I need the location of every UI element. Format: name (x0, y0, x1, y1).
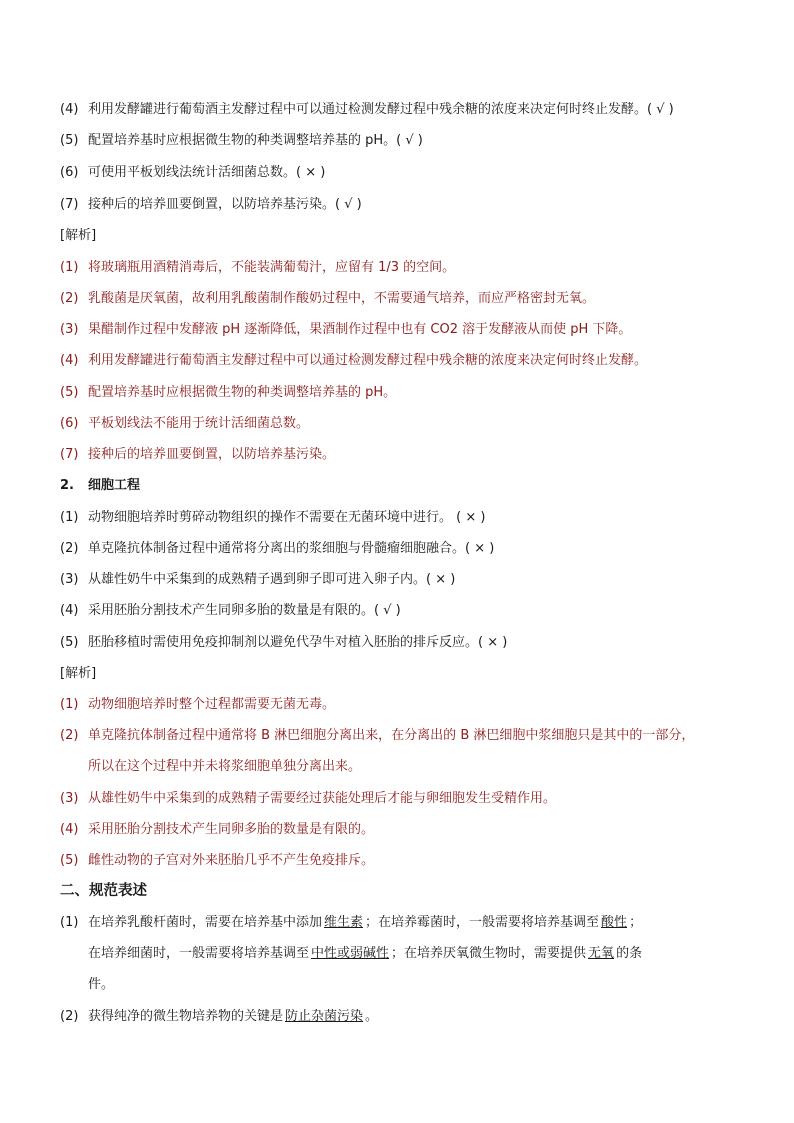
answer-blank: 维生素 (324, 915, 364, 930)
analysis-item: (4) 利用发酵罐进行葡萄酒主发酵过程中可以通过检测发酵过程中残余糖的浓度来决定何时终止发酵。 (60, 353, 648, 368)
analysis-item-continuation: 所以在这个过程中并未将浆细胞单独分离出来。 (88, 759, 362, 774)
analysis-label: [解析] (60, 666, 97, 681)
question-item: (4) 利用发酵罐进行葡萄酒主发酵过程中可以通过检测发酵过程中残余糖的浓度来决定何时终止发酵。( √ ) (60, 102, 674, 117)
analysis-label: [解析] (60, 228, 97, 243)
analysis-item: (7) 接种后的培养皿要倒置，以防培养基污染。 (60, 447, 336, 462)
analysis-item: (5) 雌性动物的子宫对外来胚胎几乎不产生免疫排斥。 (60, 853, 375, 868)
fill-question: (2) 获得纯净的微生物培养物的关键是 防止杂菌污染 。 (60, 1009, 379, 1024)
answer-blank: 中性或弱碱性 (311, 946, 390, 961)
analysis-item: (4) 采用胚胎分割技术产生同卵多胎的数量是有限的。 (60, 822, 375, 837)
answer-blank: 防止杂菌污染 (285, 1009, 364, 1024)
fill-question-continuation: 在培养细菌时，一般需要将培养基调至 中性或弱碱性 ；在培养厌氧微生物时，需要提供 无氧 的条 (88, 946, 643, 961)
section-title: 二、规范表述 (60, 883, 147, 899)
fill-question-continuation: 件。 (88, 977, 115, 992)
question-item: (2) 单克隆抗体制备过程中通常将分离出的浆细胞与骨髓瘤细胞融合。( × ) (60, 541, 495, 556)
fill-question: (1) 在培养乳酸杆菌时，需要在培养基中添加 维生素 ；在培养霉菌时，一般需要将培养基调至 酸性 ； (60, 915, 643, 930)
question-item: (1) 动物细胞培养时剪碎动物组织的操作不需要在无菌环境中进行。 ( × ) (60, 510, 486, 525)
question-item: (7) 接种后的培养皿要倒置，以防培养基污染。( √ ) (60, 197, 362, 212)
question-item: (6) 可使用平板划线法统计活细菌总数。( × ) (60, 165, 326, 180)
answer-blank: 酸性 (601, 915, 628, 930)
question-item: (5) 胚胎移植时需使用免疫抑制剂以避免代孕牛对植入胚胎的排斥反应。( × ) (60, 635, 508, 650)
analysis-item: (3) 从雄性奶牛中采集到的成熟精子需要经过获能处理后才能与卵细胞发生受精作用。 (60, 791, 557, 806)
question-item: (4) 采用胚胎分割技术产生同卵多胎的数量是有限的。( √ ) (60, 603, 401, 618)
analysis-item: (1) 将玻璃瓶用酒精消毒后，不能装满葡萄汁，应留有 1/3 的空间。 (60, 260, 456, 275)
analysis-item: (6) 平板划线法不能用于统计活细菌总数。 (60, 416, 310, 431)
subsection-heading: 2. 细胞工程 (60, 478, 141, 493)
analysis-item: (5) 配置培养基时应根据微生物的种类调整培养基的 pH。 (60, 385, 397, 400)
analysis-item: (1) 动物细胞培养时整个过程都需要无菌无毒。 (60, 697, 336, 712)
analysis-item: (2) 单克隆抗体制备过程中通常将 B 淋巴细胞分离出来，在分离出的 B 淋巴细胞中浆细胞只是其中的一部分， (60, 728, 695, 743)
question-item: (3) 从雄性奶牛中采集到的成熟精子遇到卵子即可进入卵子内。( × ) (60, 572, 456, 587)
answer-blank: 无氧 (588, 946, 615, 961)
question-item: (5) 配置培养基时应根据微生物的种类调整培养基的 pH。( √ ) (60, 133, 423, 148)
analysis-item: (2) 乳酸菌是厌氧菌，故利用乳酸菌制作酸奶过程中，不需要通气培养，而应严格密封无氧。 (60, 291, 596, 306)
analysis-item: (3) 果醋制作过程中发酵液 pH 逐渐降低，果酒制作过程中也有 CO2 溶于发酵液从而使 pH 下降。 (60, 322, 632, 337)
